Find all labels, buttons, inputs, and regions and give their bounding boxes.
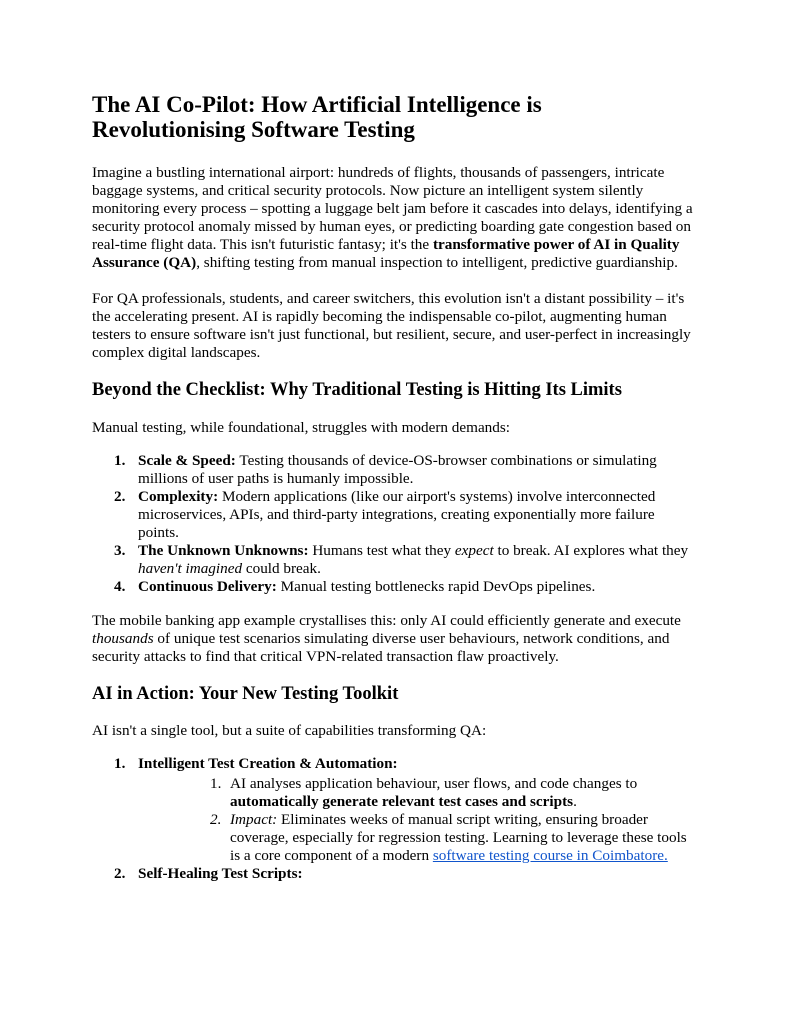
list-item-text: Manual testing bottlenecks rapid DevOps pipelines. xyxy=(276,578,596,595)
sub-list-item-number: 2. xyxy=(210,811,222,828)
closing-emphasis: thousands xyxy=(92,630,154,647)
sub-list-item-end: . xyxy=(573,793,577,810)
list-item-number: 1. xyxy=(114,452,126,469)
list-item-text: could break. xyxy=(242,560,321,577)
sub-list-item-text: AI analyses application behaviour, user flows, and code changes to xyxy=(230,775,638,792)
toolkit-list xyxy=(92,755,698,883)
list-item xyxy=(92,488,698,542)
list-item-number: 3. xyxy=(114,542,126,559)
section-heading-toolkit: AI in Action: Your New Testing Toolkit xyxy=(92,684,399,704)
list-item-emphasis: expect xyxy=(454,542,494,559)
list-item-title: Intelligent Test Creation & Automation: xyxy=(138,755,398,772)
list-item-title: The Unknown Unknowns: xyxy=(138,542,309,559)
list-item-title: Scale & Speed: xyxy=(138,452,236,469)
list-item-text: to break. AI explores what they xyxy=(493,542,689,559)
closing-text-2: of unique test scenarios simulating diverse user behaviours, network conditions, and security attacks to find that critical VPN-related transaction flaw proactively. xyxy=(92,630,670,665)
intro-text-2: , shifting testing from manual inspection to intelligent, predictive guardianship. xyxy=(196,254,678,271)
list-item xyxy=(92,542,698,578)
list-item-number: 1. xyxy=(114,755,126,772)
section1-lead: Manual testing, while foundational, struggles with modern demands: xyxy=(92,419,511,436)
list-item-title: Complexity: xyxy=(138,488,219,505)
list-item xyxy=(92,578,698,596)
intro-paragraph xyxy=(92,164,698,272)
page-title-line1: The AI Co-Pilot: How Artificial Intelligence is xyxy=(92,92,542,117)
intro-bold: transformative power of AI in Quality Assurance (QA) xyxy=(92,236,680,271)
course-link[interactable]: software testing course in Coimbatore. xyxy=(432,847,668,864)
intro-text-1: Imagine a bustling international airport: hundreds of flights, thousands of passengers, intricate baggage systems, and critical security protocols. Now picture an intelligent system silently monitoring every process – spotting a luggage belt jam before it cascades into delays, identifying a security protocol anomaly missed by human eyes, or predicting boarding gate congestion based on real-time flight data. This isn't futuristic fantasy; it's the xyxy=(92,164,693,253)
page-title xyxy=(92,92,698,142)
list-item-title: Continuous Delivery: xyxy=(138,578,277,595)
second-paragraph: For QA professionals, students, and career switchers, this evolution isn't a distant possibility – it's the accelerating present. AI is rapidly becoming the indispensable co-pilot, augmenting human testers to ensure software isn't just functional, but resilient, secure, and user-perfect in increasingly complex digital landscapes. xyxy=(92,290,691,361)
list-item-title: Self-Healing Test Scripts: xyxy=(138,865,303,882)
list-item xyxy=(92,865,698,883)
list-item-text: Testing thousands of device-OS-browser combinations or simulating millions of user paths is humanly impossible. xyxy=(138,452,657,487)
section2-lead: AI isn't a single tool, but a suite of capabilities transforming QA: xyxy=(92,722,487,739)
page-title-line2: Revolutionising Software Testing xyxy=(92,117,415,142)
list-item xyxy=(92,452,698,488)
sub-list-item xyxy=(138,775,698,811)
list-item-text: Modern applications (like our airport's systems) involve interconnected microservices, APIs, and third-party integrations, creating exponentially more failure points. xyxy=(138,488,656,541)
list-item-number: 2. xyxy=(114,488,126,505)
sub-list-item-bold: automatically generate relevant test cases and scripts xyxy=(230,793,574,810)
list-item xyxy=(92,755,698,865)
list-item-number: 2. xyxy=(114,865,126,882)
section1-closing xyxy=(92,612,698,666)
limits-list xyxy=(92,452,698,596)
section-heading-limits: Beyond the Checklist: Why Traditional Testing is Hitting Its Limits xyxy=(92,380,622,400)
sub-list-item-text: Eliminates weeks of manual script writing, ensuring broader coverage, especially for regression testing. Learning to leverage these tools is a core component of a modern xyxy=(230,811,687,864)
sub-list xyxy=(138,775,698,865)
sub-list-item-number: 1. xyxy=(210,775,222,792)
sub-list-item-label: Impact: xyxy=(230,811,278,828)
list-item-emphasis: haven't imagined xyxy=(138,560,243,577)
list-item-number: 4. xyxy=(114,578,126,595)
sub-list-item xyxy=(138,811,698,865)
closing-text-1: The mobile banking app example crystallises this: only AI could efficiently generate and execute xyxy=(92,612,681,629)
list-item-text: Humans test what they xyxy=(308,542,455,559)
